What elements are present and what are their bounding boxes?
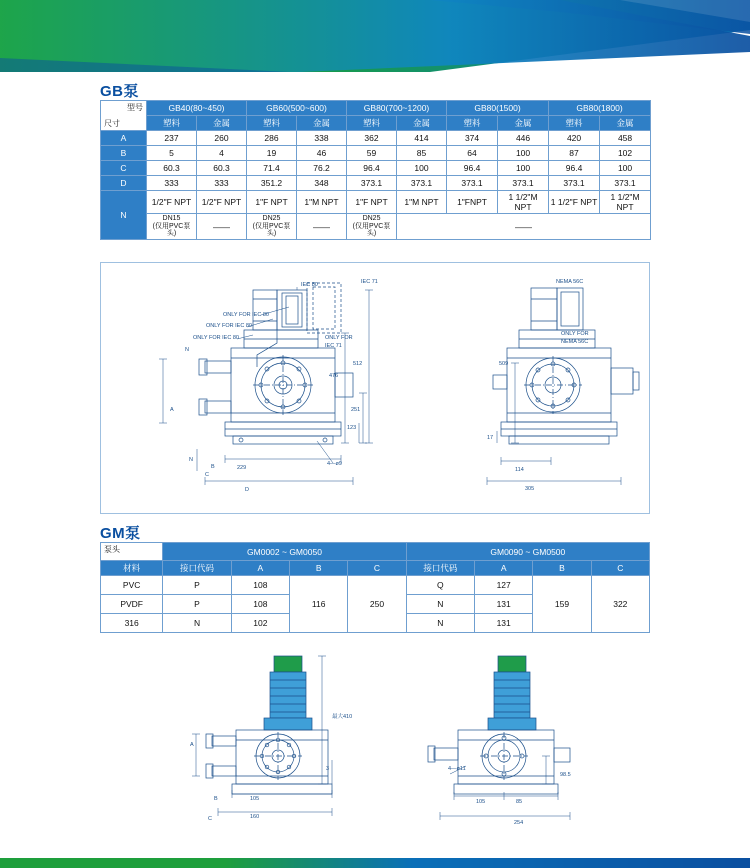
cell: 351.2 bbox=[247, 176, 297, 191]
label-only-iec80-2: ONLY FOR IEC 80 bbox=[206, 323, 252, 329]
submaterial-1: 金属 bbox=[197, 116, 247, 131]
label-4xd11: 4—ø11 bbox=[448, 766, 466, 772]
submaterial-0: 塑料 bbox=[147, 116, 197, 131]
label-251: 251 bbox=[351, 407, 361, 413]
label-c-left: C bbox=[205, 472, 209, 478]
submaterial-6: 塑料 bbox=[447, 116, 498, 131]
header-b1: B bbox=[290, 561, 348, 576]
cell-dash: —— bbox=[197, 214, 247, 240]
label-123: 123 bbox=[347, 425, 357, 431]
cell: 373.1 bbox=[347, 176, 397, 191]
dn-line2: (仅用PVC泵头) bbox=[152, 222, 191, 238]
label-17: 17 bbox=[487, 435, 494, 441]
cell: 85 bbox=[397, 146, 447, 161]
section-title-gm: GM泵 bbox=[100, 525, 141, 542]
label-only-nema-2: NEMA 56C bbox=[561, 339, 589, 345]
submaterial-4: 塑料 bbox=[347, 116, 397, 131]
cell: 5 bbox=[147, 146, 197, 161]
label-160: 160 bbox=[250, 814, 260, 820]
cell: 1"M NPT bbox=[297, 191, 347, 214]
cell: N bbox=[163, 614, 231, 633]
label-509: 509 bbox=[499, 361, 509, 367]
label-105-right: 105 bbox=[476, 799, 486, 805]
cell-material: PVDF bbox=[101, 595, 163, 614]
cell: 1"F NPT bbox=[247, 191, 297, 214]
cell: 1 1/2"M NPT bbox=[600, 191, 651, 214]
table-row bbox=[101, 146, 651, 161]
cell: 348 bbox=[297, 176, 347, 191]
cell: 260 bbox=[197, 131, 247, 146]
cell: 338 bbox=[297, 131, 347, 146]
label-iec80: IEC 80 bbox=[301, 282, 318, 288]
cell: N bbox=[406, 595, 474, 614]
label-85: 85 bbox=[516, 799, 523, 805]
cell: 76.2 bbox=[297, 161, 347, 176]
table-row bbox=[101, 576, 650, 595]
cell: 100 bbox=[397, 161, 447, 176]
gb-spec-table-wrap bbox=[100, 100, 650, 240]
cell: 333 bbox=[147, 176, 197, 191]
corner-label-size: 尺寸 bbox=[104, 119, 120, 128]
cell: 373.1 bbox=[549, 176, 600, 191]
cell: 1 1/2"F NPT bbox=[549, 191, 600, 214]
table-row-npt bbox=[101, 191, 651, 214]
cell: 237 bbox=[147, 131, 197, 146]
cell: 458 bbox=[600, 131, 651, 146]
label-a-gm: A bbox=[190, 742, 194, 748]
group-gm0090: GM0090 ~ GM0500 bbox=[406, 543, 649, 561]
header-a2: A bbox=[475, 561, 533, 576]
header-code1: 接口代码 bbox=[163, 561, 231, 576]
cell: 100 bbox=[498, 146, 549, 161]
label-only-iec80-1: ONLY FOR IEC 80 bbox=[223, 312, 269, 318]
label-only-for-1: ONLY FOR bbox=[325, 335, 353, 341]
model-gb80-700: GB80(700~1200) bbox=[347, 101, 447, 116]
cell: 373.1 bbox=[498, 176, 549, 191]
cell: 60.3 bbox=[147, 161, 197, 176]
gm-spec-table bbox=[100, 542, 650, 633]
cell: 87 bbox=[549, 146, 600, 161]
label-max410: 最大410 bbox=[332, 714, 353, 720]
cell: 1"M NPT bbox=[397, 191, 447, 214]
gb-drawing-panel bbox=[100, 262, 650, 514]
cell: 96.4 bbox=[447, 161, 498, 176]
submaterial-9: 金属 bbox=[600, 116, 651, 131]
cell: 102 bbox=[600, 146, 651, 161]
cell: 60.3 bbox=[197, 161, 247, 176]
header-b2: B bbox=[533, 561, 591, 576]
label-3: 3 bbox=[326, 766, 330, 772]
cell: 100 bbox=[498, 161, 549, 176]
label-476: 476 bbox=[329, 373, 339, 379]
cell-dn bbox=[147, 214, 197, 240]
table-row-submaterials bbox=[101, 116, 651, 131]
cell: 374 bbox=[447, 131, 498, 146]
dn-line1: DN15 bbox=[162, 215, 181, 223]
cell-material: PVC bbox=[101, 576, 163, 595]
cell: 64 bbox=[447, 146, 498, 161]
cell: 127 bbox=[475, 576, 533, 595]
table-row bbox=[101, 176, 651, 191]
cell: 131 bbox=[475, 614, 533, 633]
cell: 71.4 bbox=[247, 161, 297, 176]
dn-line2: (仅用PVC泵头) bbox=[252, 222, 291, 238]
cell: 373.1 bbox=[447, 176, 498, 191]
label-a-left: A bbox=[170, 407, 174, 413]
header-c1: C bbox=[348, 561, 406, 576]
cell: 1"F NPT bbox=[347, 191, 397, 214]
table-row bbox=[101, 161, 651, 176]
cell: 19 bbox=[247, 146, 297, 161]
cell-c1: 250 bbox=[348, 576, 406, 633]
cell: 420 bbox=[549, 131, 600, 146]
cell: 108 bbox=[231, 595, 289, 614]
cell: 446 bbox=[498, 131, 549, 146]
cell: 131 bbox=[475, 595, 533, 614]
cell: N bbox=[406, 614, 474, 633]
row-label-a: A bbox=[101, 131, 147, 146]
gm-drawing-panel bbox=[100, 648, 650, 853]
table-row-models bbox=[101, 101, 651, 116]
model-gb60: GB60(500~600) bbox=[247, 101, 347, 116]
label-only-iec80-3: ONLY FOR IEC 80 bbox=[193, 335, 239, 341]
table-row-groups bbox=[101, 543, 650, 561]
submaterial-2: 塑料 bbox=[247, 116, 297, 131]
row-label-d: D bbox=[101, 176, 147, 191]
gb-spec-table bbox=[100, 100, 651, 240]
label-b-gm: B bbox=[214, 796, 218, 802]
header-c2: C bbox=[591, 561, 649, 576]
table-row-headers bbox=[101, 561, 650, 576]
cell: 59 bbox=[347, 146, 397, 161]
cell-dash: —— bbox=[297, 214, 347, 240]
label-254: 254 bbox=[514, 820, 524, 826]
cell-dn bbox=[247, 214, 297, 240]
cell: 1"FNPT bbox=[447, 191, 498, 214]
model-gb80-1500: GB80(1500) bbox=[447, 101, 549, 116]
footer-bar bbox=[0, 858, 750, 868]
label-4xd9: 4—ø9 bbox=[327, 461, 342, 467]
label-b-left: B bbox=[211, 464, 215, 470]
submaterial-3: 金属 bbox=[297, 116, 347, 131]
cell-dn bbox=[347, 214, 397, 240]
gm-spec-table-wrap bbox=[100, 542, 650, 633]
cell-c2: 322 bbox=[591, 576, 649, 633]
label-229: 229 bbox=[237, 465, 247, 471]
dn-line1: DN25 bbox=[362, 215, 381, 223]
label-512: 512 bbox=[353, 361, 363, 367]
cell: 1/2"F NPT bbox=[197, 191, 247, 214]
row-label-n: N bbox=[101, 191, 147, 240]
corner-label-material: 材料 bbox=[101, 561, 163, 576]
table-row-dn bbox=[101, 214, 651, 240]
group-gm0002: GM0002 ~ GM0050 bbox=[163, 543, 406, 561]
cell: 100 bbox=[600, 161, 651, 176]
label-nema56c: NEMA 56C bbox=[556, 279, 584, 285]
model-gb40: GB40(80~450) bbox=[147, 101, 247, 116]
cell: P bbox=[163, 576, 231, 595]
row-label-c: C bbox=[101, 161, 147, 176]
cell: 1/2"F NPT bbox=[147, 191, 197, 214]
header-code2: 接口代码 bbox=[406, 561, 474, 576]
cell: 46 bbox=[297, 146, 347, 161]
cell: 414 bbox=[397, 131, 447, 146]
header-a1: A bbox=[231, 561, 289, 576]
label-105-left: 105 bbox=[250, 796, 260, 802]
label-985: 98.5 bbox=[560, 772, 571, 778]
cell: 108 bbox=[231, 576, 289, 595]
label-c-gm: C bbox=[208, 816, 212, 822]
label-n-left: N bbox=[185, 347, 189, 353]
cell-b2: 159 bbox=[533, 576, 591, 633]
corner-label-model: 型号 bbox=[127, 103, 143, 112]
label-114: 114 bbox=[515, 467, 524, 473]
label-only-for-2: IEC 71 bbox=[325, 343, 342, 349]
cell: 102 bbox=[231, 614, 289, 633]
row-label-b: B bbox=[101, 146, 147, 161]
dn-line2: (仅用PVC泵头) bbox=[352, 222, 391, 238]
model-gb80-1800: GB80(1800) bbox=[549, 101, 651, 116]
cell: 362 bbox=[347, 131, 397, 146]
label-d-left: D bbox=[245, 487, 249, 493]
cell: 4 bbox=[197, 146, 247, 161]
cell: 286 bbox=[247, 131, 297, 146]
label-305: 305 bbox=[525, 486, 535, 492]
page-banner bbox=[0, 0, 750, 72]
corner-cell bbox=[101, 101, 147, 131]
dn-line1: DN25 bbox=[262, 215, 281, 223]
submaterial-8: 塑料 bbox=[549, 116, 600, 131]
cell: 96.4 bbox=[549, 161, 600, 176]
cell: Q bbox=[406, 576, 474, 595]
cell: 373.1 bbox=[397, 176, 447, 191]
table-row bbox=[101, 131, 651, 146]
corner-label-pumphead: 泵头 bbox=[104, 545, 120, 554]
cell-b1: 116 bbox=[290, 576, 348, 633]
submaterial-7: 金属 bbox=[498, 116, 549, 131]
cell: 373.1 bbox=[600, 176, 651, 191]
cell-material: 316 bbox=[101, 614, 163, 633]
cell-dash: —— bbox=[397, 214, 651, 240]
submaterial-5: 金属 bbox=[397, 116, 447, 131]
cell: 333 bbox=[197, 176, 247, 191]
cell: 1 1/2"M NPT bbox=[498, 191, 549, 214]
corner-cell-top bbox=[101, 543, 163, 561]
label-iec71: IEC 71 bbox=[361, 279, 378, 285]
cell: P bbox=[163, 595, 231, 614]
cell: 96.4 bbox=[347, 161, 397, 176]
section-title-gb: GB泵 bbox=[100, 83, 140, 100]
label-only-nema-1: ONLY FOR bbox=[561, 331, 589, 337]
label-n-left2: N bbox=[189, 457, 193, 463]
